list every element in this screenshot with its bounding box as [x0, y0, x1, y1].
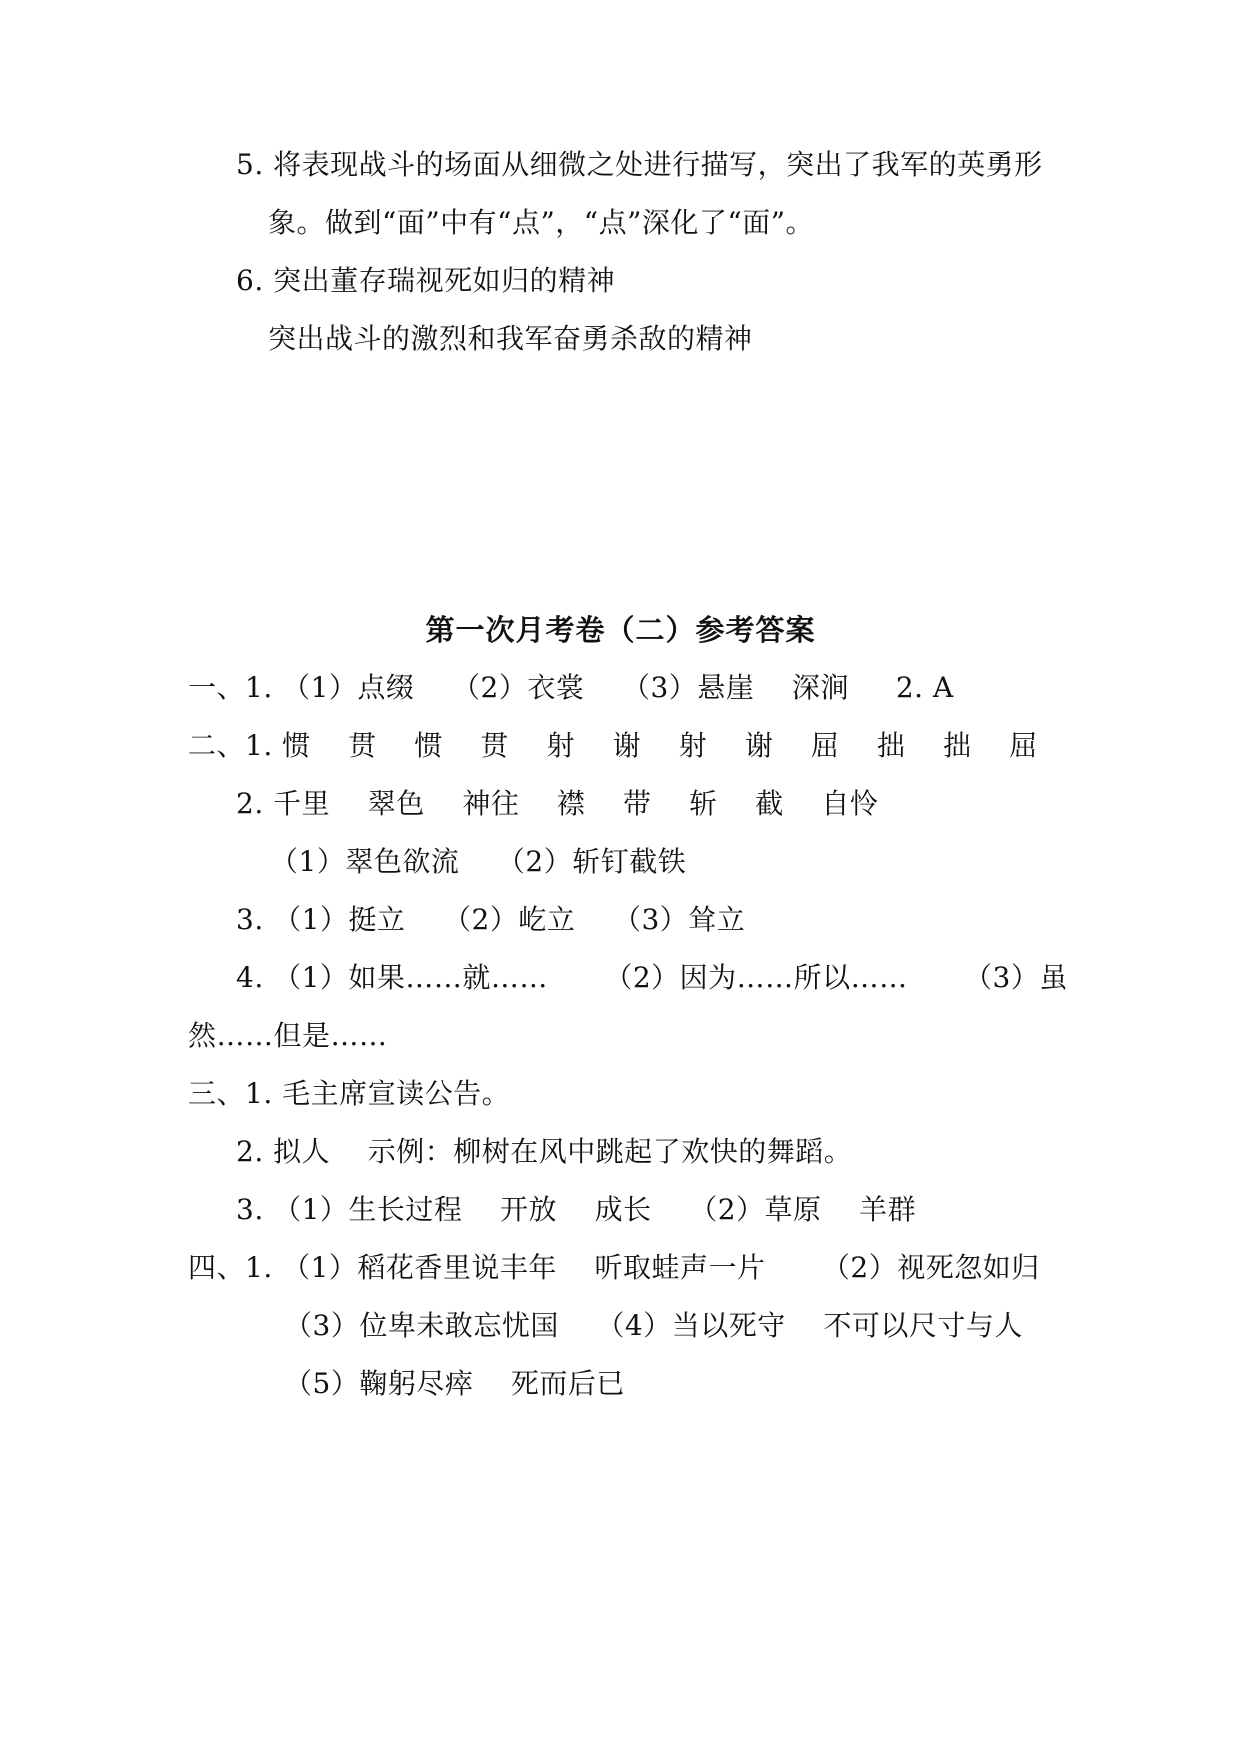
section-1-line: 一、1. （1）点缀 （2）衣裳 （3）悬崖 深涧 2. A [188, 671, 954, 704]
section-2-item-3: 3. （1）挺立 （2）屹立 （3）耸立 [236, 903, 746, 936]
section-2-item-1: 二、1. 惯 贯 惯 贯 射 谢 射 谢 屈 拙 拙 屈 [188, 729, 1038, 762]
answer-item-6-line-2: 突出战斗的激烈和我军奋勇杀敌的精神 [268, 322, 753, 355]
section-4-item-1-line-2: （3）位卑未敢忘忧国 （4）当以死守 不可以尺寸与人 [284, 1309, 1023, 1342]
answer-item-5-line-2: 象。做到“面”中有“点”，“点”深化了“面”。 [268, 206, 815, 239]
section-2-item-2-sub: （1）翠色欲流 （2）斩钉截铁 [270, 845, 687, 878]
section-2-item-4-line-1: 4. （1）如果……就…… （2）因为……所以…… （3）虽 [236, 961, 1068, 994]
answer-item-5-line-1: 5. 将表现战斗的场面从细微之处进行描写，突出了我军的英勇形 [236, 148, 1043, 181]
section-4-item-1-line-3: （5）鞠躬尽瘁 死而后已 [284, 1367, 625, 1400]
section-3-item-1: 三、1. 毛主席宣读公告。 [188, 1077, 511, 1110]
section-3-item-3: 3. （1）生长过程 开放 成长 （2）草原 羊群 [236, 1193, 917, 1226]
section-2-item-4-line-2: 然……但是…… [188, 1019, 388, 1052]
section-2-item-2: 2. 千里 翠色 神往 襟 带 斩 截 自怜 [236, 787, 879, 820]
answer-key-title: 第一次月考卷（二）参考答案 [425, 613, 816, 647]
section-4-item-1: 四、1. （1）稻花香里说丰年 听取蛙声一片 （2）视死忽如归 [188, 1251, 1040, 1284]
answer-item-6-line-1: 6. 突出董存瑞视死如归的精神 [236, 264, 616, 297]
section-3-item-2: 2. 拟人 示例：柳树在风中跳起了欢快的舞蹈。 [236, 1135, 853, 1168]
